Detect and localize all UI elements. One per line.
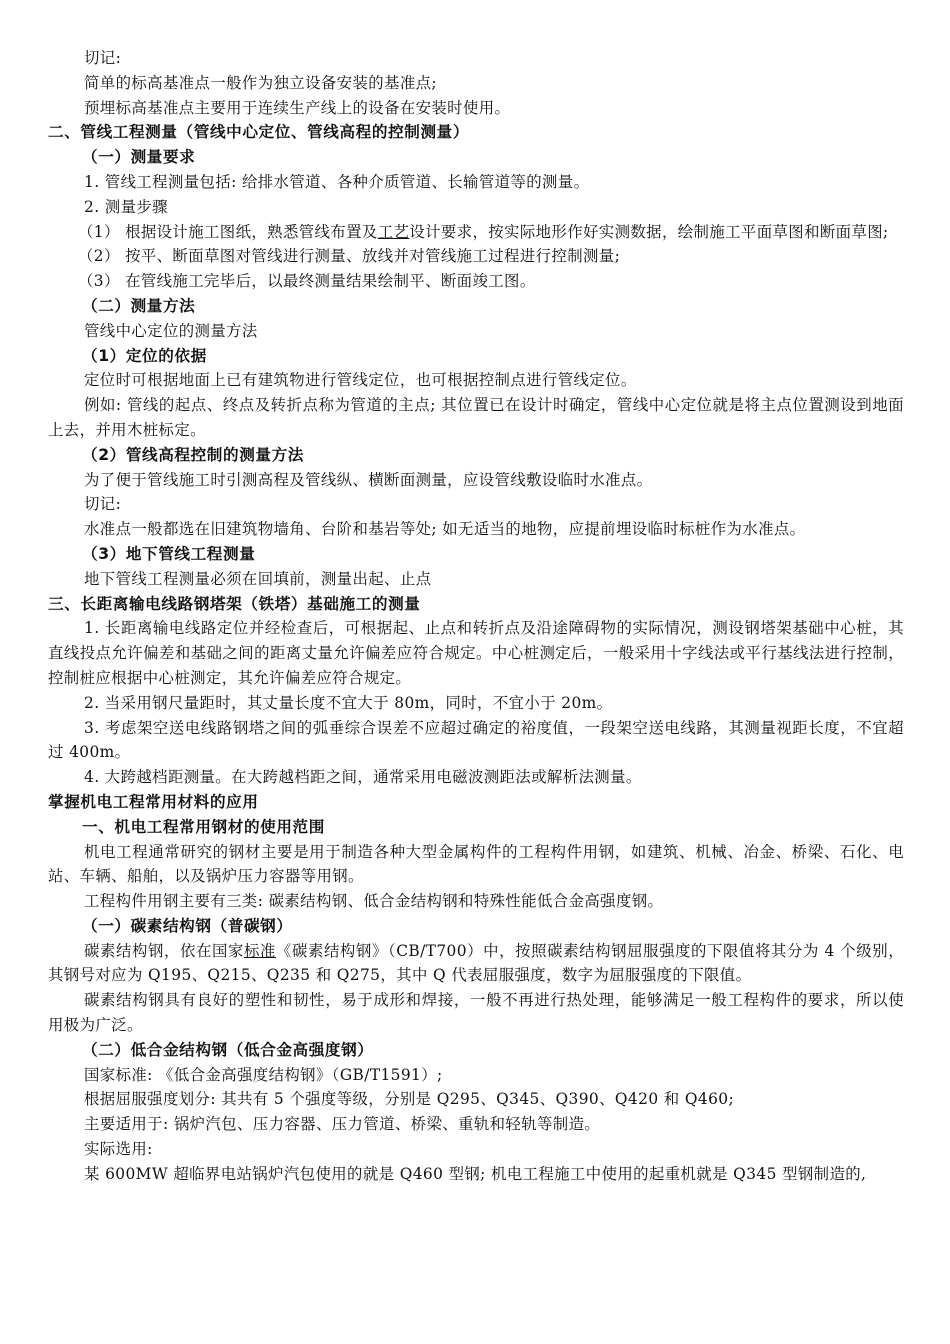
- document-page: [48, 46, 904, 1187]
- text-span: 设计要求，按实际地形作好实测数据，绘制施工平面草图和断面草图;: [409, 222, 889, 241]
- paragraph: 预埋标高基准点主要用于连续生产线上的设备在安装时使用。: [84, 98, 511, 117]
- paragraph: 2. 测量步骤: [84, 197, 168, 216]
- paragraph: 碳素结构钢具有良好的塑性和韧性，易于成形和焊接，一般不再进行热处理，能够满足一般工程构件的要求，所以使用极为广泛。: [48, 991, 904, 1035]
- paragraph: 地下管线工程测量必须在回填前，测量出起、止点: [84, 569, 432, 588]
- section-heading: 二、管线工程测量（管线中心定位、管线高程的控制测量）: [48, 123, 470, 142]
- text-span: 碳素结构钢，依在国家: [84, 941, 244, 960]
- text-span: 《碳素结构钢》（CB/T700）中，按照碳素结构钢屈服强度的下限值将其分为 4 个级别，其钢号对应为 Q195、Q215、Q235 和 Q275，其中 Q 代表屈服强度，数字为屈服强度的下限值。: [48, 941, 904, 985]
- subsection-heading: （2）管线高程控制的测量方法: [82, 445, 304, 464]
- chapter-heading: 掌握机电工程常用材料的应用: [48, 792, 259, 811]
- paragraph: 实际选用:: [84, 1140, 153, 1159]
- paragraph: 例如: 管线的起点、终点及转折点称为管道的主点; 其位置已在设计时确定，管线中心定位就是将主点位置测设到地面上去，并用木桩标定。: [48, 396, 904, 439]
- paragraph: 主要适用于: 锅炉汽包、压力容器、压力管道、桥梁、重轨和轻轨等制造。: [84, 1115, 601, 1134]
- paragraph: 工程构件用钢主要有三类: 碳素结构钢、低合金结构钢和特殊性能低合金高强度钢。: [84, 892, 664, 911]
- paragraph: 某 600MW 超临界电站锅炉汽包使用的就是 Q460 型钢; 机电工程施工中使用的起重机就是 Q345 型钢制造的,: [84, 1164, 867, 1183]
- paragraph: 3. 考虑架空送电线路钢塔之间的弧垂综合误差不应超过确定的裕度值，一段架空送电线路，其测量视距长度，不宜超过 400m。: [48, 718, 904, 762]
- section-heading: 一、机电工程常用钢材的使用范围: [82, 817, 325, 836]
- subsection-heading: （一）碳素结构钢（普碳钢）: [82, 916, 293, 935]
- paragraph: 机电工程通常研究的钢材主要是用于制造各种大型金属构件的工程构件用钢，如建筑、机械、冶金、桥梁、石化、电站、车辆、船舶，以及锅炉压力容器等用钢。: [48, 842, 904, 886]
- paragraph: 1. 长距离输电线路定位并经检查后，可根据起、止点和转折点及沿途障碍物的实际情况，测设钢塔架基础中心桩，其直线投点允许偏差和基础之间的距离丈量允许偏差应符合规定。中心桩测定后，一般采用十字线法或平行基线法进行控制，控制桩应根据中心桩测定，其允许偏差应符合规定。: [48, 619, 904, 687]
- paragraph-step-1: [48, 220, 904, 245]
- paragraph: 国家标准: 《低合金高强度结构钢》（GB/T1591）;: [84, 1065, 443, 1084]
- paragraph: 1. 管线工程测量包括: 给排水管道、各种介质管道、长输管道等的测量。: [84, 172, 590, 191]
- paragraph-note-label: 切记:: [84, 495, 122, 514]
- underlined-link-text: 工艺: [377, 222, 410, 241]
- subsection-heading: （3）地下管线工程测量: [82, 544, 256, 563]
- paragraph: 定位时可根据地面上已有建筑物进行管线定位，也可根据控制点进行管线定位。: [84, 371, 637, 390]
- subsection-heading: （一）测量要求: [82, 148, 196, 167]
- paragraph: [48, 939, 904, 989]
- paragraph-step-2: （2） 按平、断面草图对管线进行测量、放线并对管线施工过程进行控制测量;: [78, 247, 621, 266]
- section-heading: 三、长距离输电线路钢塔架（铁塔）基础施工的测量: [48, 594, 421, 613]
- paragraph-note-label: 切记:: [84, 49, 122, 67]
- paragraph: 4. 大跨越档距测量。在大跨越档距之间，通常采用电磁波测距法或解析法测量。: [84, 768, 642, 787]
- paragraph: 根据屈服强度划分: 其共有 5 个强度等级，分别是 Q295、Q345、Q390、Q420 和 Q460;: [84, 1090, 735, 1109]
- paragraph: 管线中心定位的测量方法: [84, 321, 258, 340]
- paragraph: 水准点一般都选在旧建筑物墙角、台阶和基岩等处; 如无适当的地物，应提前埋设临时标桩作为水准点。: [84, 520, 806, 539]
- paragraph-step-3: （3） 在管线施工完毕后，以最终测量结果绘制平、断面竣工图。: [78, 272, 536, 291]
- subsection-heading: （二）低合金结构钢（低合金高强度钢）: [82, 1040, 374, 1059]
- underlined-link-text: 标准: [243, 941, 276, 960]
- subsection-heading: （1）定位的依据: [82, 346, 207, 365]
- subsection-heading: （二）测量方法: [82, 296, 196, 315]
- paragraph: 简单的标高基准点一般作为独立设备安装的基准点;: [84, 73, 437, 92]
- paragraph: 为了便于管线施工时引测高程及管线纵、横断面测量，应设管线敷设临时水准点。: [84, 470, 653, 489]
- text-span: （1） 根据设计施工图纸，熟悉管线布置及: [78, 222, 378, 241]
- paragraph: 2. 当采用钢尺量距时，其丈量长度不宜大于 80m，同时，不宜小于 20m。: [84, 693, 613, 712]
